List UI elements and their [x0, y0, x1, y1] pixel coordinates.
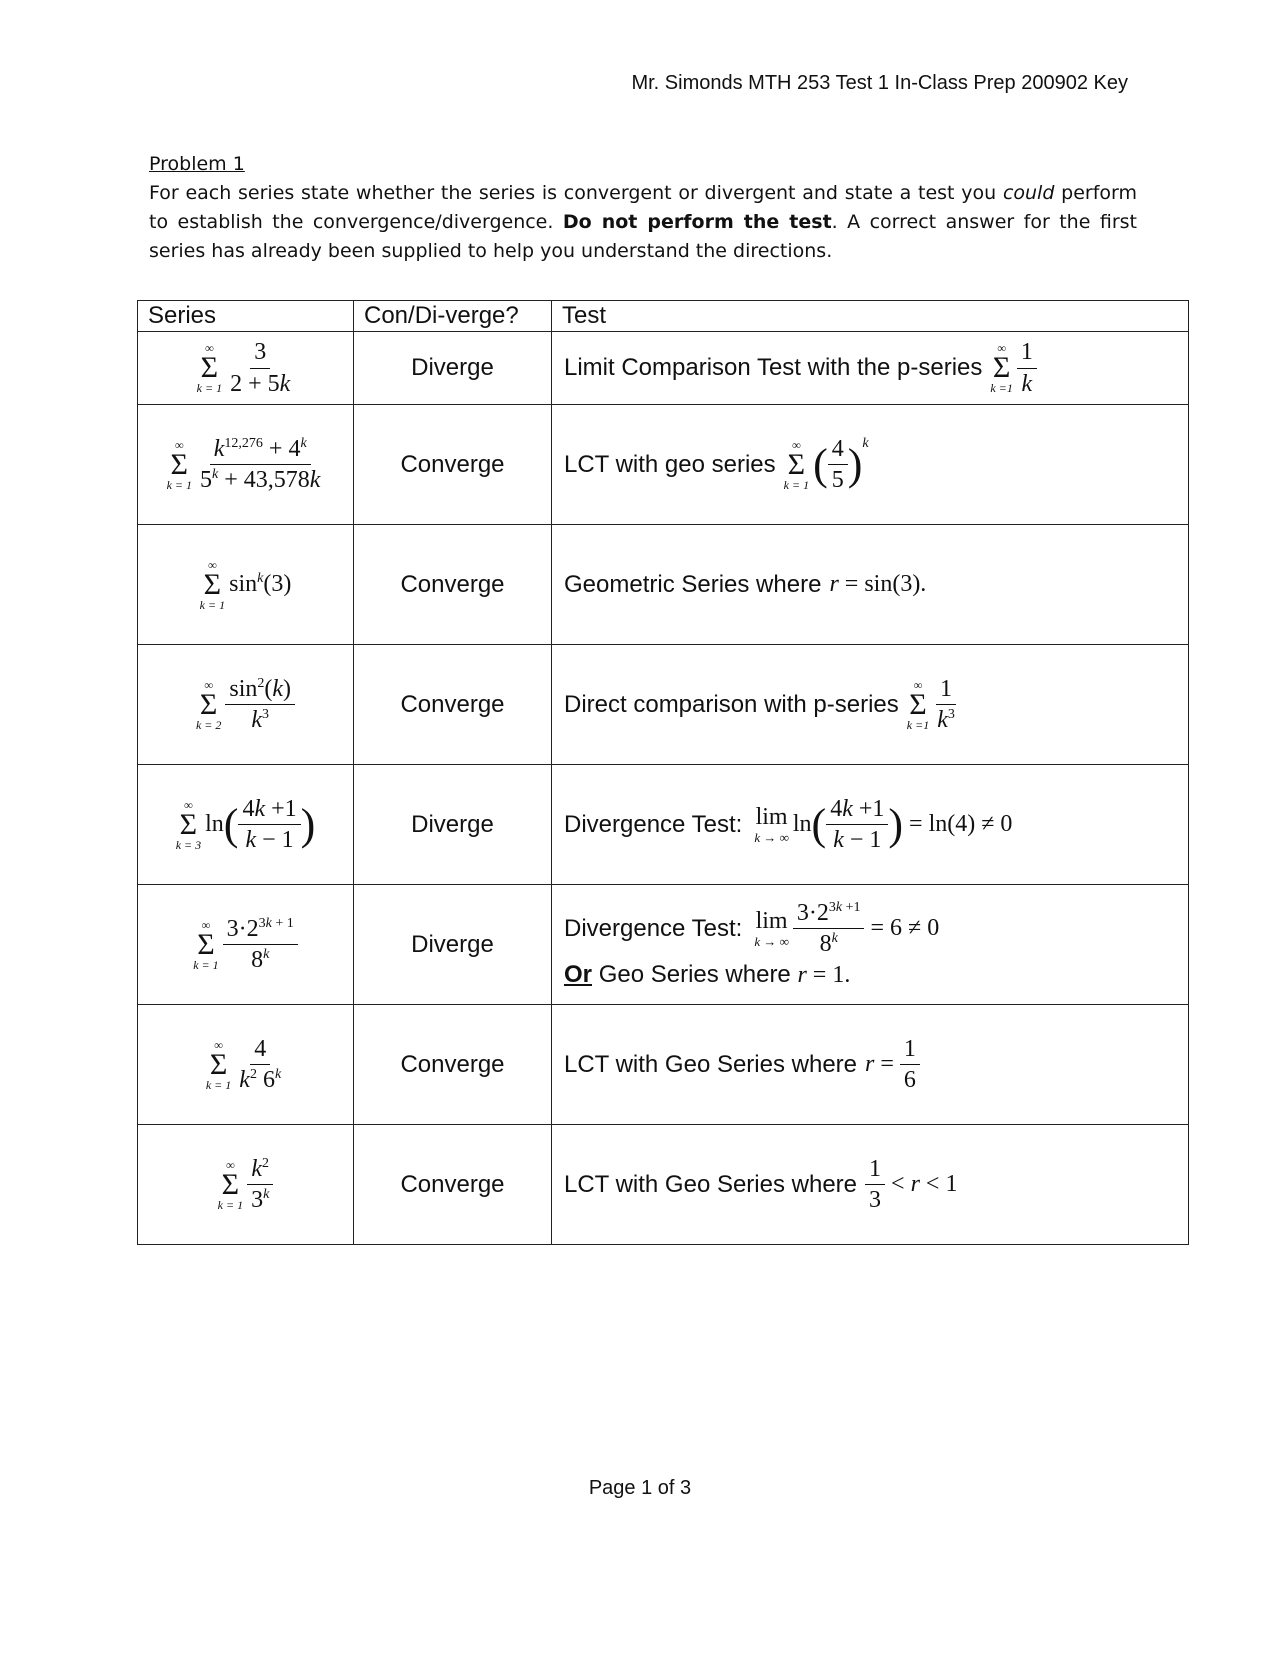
table-row	[138, 765, 1189, 885]
verdict-cell: Converge	[354, 1005, 552, 1125]
test-cell: Divergence Test: lim k → ∞ ln ( $\frac{4k +1}{k - 1}$ ) = ln(4) ≠ 0	[564, 795, 1013, 853]
problem-instructions: For each series state whether the series is convergent or divergent and state a test you could perform to establish the convergence/divergence. Do not perform the test. A correct answer for the first series has already been supplied to help you understand the directions.	[149, 182, 1138, 262]
test-cell: LCT with Geo Series where $\frac{1}{3}$ < r < 1	[564, 1155, 958, 1213]
header-verdict: Con/Di-verge?	[354, 301, 552, 332]
header-series: Series	[138, 301, 354, 332]
problem-title: Problem 1	[149, 153, 245, 175]
test-cell: Limit Comparison Test with the p-series ∞ Σ k =1 $\frac{1}{k}$	[564, 332, 1188, 404]
verdict-cell: Diverge	[354, 332, 552, 405]
series-formula: ∞ Σ k = 1 $\frac{3}{2 + 5k}$	[196, 339, 291, 397]
test-cell: Direct comparison with p-series ∞ Σ k =1 $\frac{1}{k^3}$	[564, 675, 955, 733]
series-formula: ∞ Σ k = 1 $\sin^k(3)$	[199, 557, 292, 612]
series-table	[137, 300, 1189, 1245]
verdict-cell: Diverge	[354, 765, 552, 885]
table-header-row	[138, 301, 1189, 332]
test-cell: Geometric Series where r = sin(3).	[564, 570, 927, 598]
table-row	[138, 405, 1189, 525]
test-cell: LCT with Geo Series where r = $\frac{1}{6}$	[564, 1005, 1188, 1124]
series-formula: ∞ Σ k = 1 $\frac{3\cdot 2^{3k + 1}}{8^k}$	[138, 885, 353, 1004]
problem-block	[149, 150, 1137, 266]
page-number: Page 1 of 3	[588, 1477, 692, 1499]
table-row	[138, 1125, 1189, 1245]
verdict-cell: Converge	[354, 525, 552, 645]
table-row	[138, 525, 1189, 645]
series-formula: ∞ Σ k = 3 ln ( $\frac{4k +1}{k - 1}$ )	[175, 795, 316, 853]
verdict-cell: Converge	[354, 405, 552, 525]
series-formula: ∞ Σ k = 2 $\frac{\sin^2(k)}{k^3}$	[138, 645, 353, 764]
table-row	[138, 1005, 1189, 1125]
table-row	[138, 645, 1189, 765]
test-cell: Divergence Test: lim k → ∞ $\frac{3\cdot 2^{3k +1}}{8^k}$ = 6 ≠ 0 Or Geo Series where r = 1.	[564, 899, 940, 989]
table-row	[138, 885, 1189, 1005]
table-row	[138, 332, 1189, 405]
verdict-cell: Converge	[354, 645, 552, 765]
test-cell: LCT with geo series ∞ Σ k = 1 ( $\frac{4}{5}$ ) $^k$	[564, 435, 869, 493]
series-formula: ∞ Σ k = 1 $\frac{4}{k^2 6^k}$	[205, 1035, 282, 1093]
verdict-cell: Converge	[354, 1125, 552, 1245]
verdict-cell: Diverge	[354, 885, 552, 1005]
series-formula: ∞ Σ k = 1 $\frac{k^{12,276} + 4^k}{5^k + 43,578k}$	[166, 435, 321, 493]
series-formula: ∞ Σ k = 1 $\frac{k^2}{3^k}$	[138, 1125, 353, 1244]
header-test: Test	[552, 301, 1189, 332]
page-header: Mr. Simonds MTH 253 Test 1 In-Class Prep 200902 Key	[631, 72, 1128, 94]
